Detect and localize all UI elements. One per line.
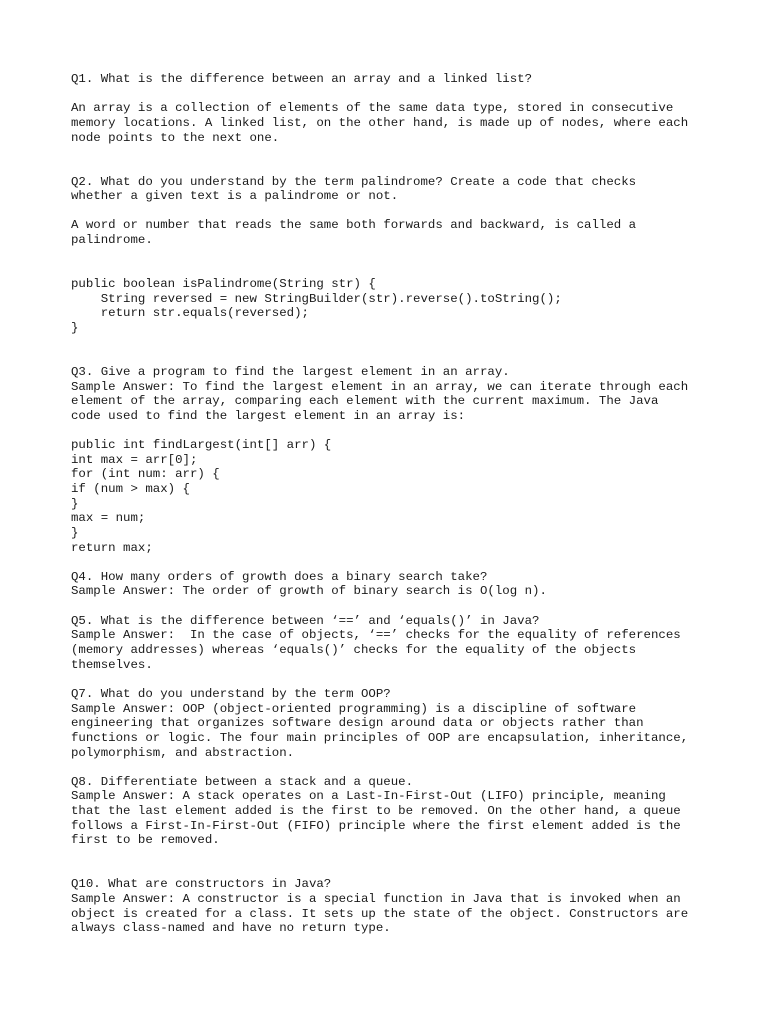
code-line: return str.equals(reversed); xyxy=(71,306,309,321)
q7-answer-line: polymorphism, and abstraction. xyxy=(71,745,295,760)
q8-answer-line: that the last element added is the first to be removed. On the other hand, a queue xyxy=(71,804,681,819)
q3-answer-line: element of the array, comparing each element with the current maximum. The Java xyxy=(71,394,659,409)
q2-answer-line: palindrome. xyxy=(71,233,153,248)
q3-answer-line: code used to find the largest element in an array is: xyxy=(71,408,466,423)
q10-question: Q10. What are constructors in Java? xyxy=(71,877,332,892)
q1-section xyxy=(71,72,731,145)
q10-answer-line: Sample Answer: A constructor is a special function in Java that is invoked when an xyxy=(71,891,681,906)
q2-code-block xyxy=(71,277,731,336)
q5-section xyxy=(71,614,731,673)
q4-section xyxy=(71,570,731,599)
q1-answer-line: memory locations. A linked list, on the other hand, is made up of nodes, where each xyxy=(71,115,689,130)
q4-answer-line: Sample Answer: The order of growth of binary search is O(log n). xyxy=(71,584,547,599)
q1-answer-line: An array is a collection of elements of the same data type, stored in consecutive xyxy=(71,101,674,116)
q10-section xyxy=(71,877,731,936)
q8-section xyxy=(71,775,731,848)
q2-question-line: Q2. What do you understand by the term palindrome? Create a code that checks xyxy=(71,174,637,189)
code-line: if (num > max) { xyxy=(71,481,190,496)
q7-answer-line: functions or logic. The four main principles of OOP are encapsulation, inheritance, xyxy=(71,730,689,745)
document-page xyxy=(71,72,731,936)
q3-answer-line: Sample Answer: To find the largest element in an array, we can iterate through each xyxy=(71,379,689,394)
code-line: int max = arr[0]; xyxy=(71,452,198,467)
q7-question: Q7. What do you understand by the term OOP? xyxy=(71,686,391,701)
q1-question: Q1. What is the difference between an array and a linked list? xyxy=(71,72,533,86)
code-line: max = num; xyxy=(71,511,146,526)
q5-answer-line: (memory addresses) whereas ‘equals()’ checks for the equality of the objects xyxy=(71,643,637,658)
q3-question: Q3. Give a program to find the largest element in an array. xyxy=(71,364,510,379)
q10-answer-line: object is created for a class. It sets up the state of the object. Constructors are xyxy=(71,906,689,921)
q8-answer-line: first to be removed. xyxy=(71,833,220,848)
q5-question: Q5. What is the difference between ‘==’ and ‘equals()’ in Java? xyxy=(71,613,540,628)
code-line: String reversed = new StringBuilder(str).reverse().toString(); xyxy=(71,291,562,306)
q3-section xyxy=(71,365,731,555)
q2-section xyxy=(71,175,731,336)
q1-answer-line: node points to the next one. xyxy=(71,130,280,145)
q4-question: Q4. How many orders of growth does a binary search take? xyxy=(71,569,488,584)
code-line: return max; xyxy=(71,540,153,555)
q10-answer-line: always class-named and have no return type. xyxy=(71,921,391,936)
code-line: for (int num: arr) { xyxy=(71,467,220,482)
q7-answer-line: engineering that organizes software design around data or objects rather than xyxy=(71,716,644,731)
q5-answer-line: themselves. xyxy=(71,657,153,672)
q2-answer-line: A word or number that reads the same both forwards and backward, is called a xyxy=(71,218,637,233)
code-line: } xyxy=(71,320,79,335)
q7-section xyxy=(71,687,731,760)
code-line: } xyxy=(71,496,79,511)
q2-question-line: whether a given text is a palindrome or not. xyxy=(71,189,399,204)
code-line: public int findLargest(int[] arr) { xyxy=(71,438,332,453)
q8-question: Q8. Differentiate between a stack and a queue. xyxy=(71,774,414,789)
code-line: } xyxy=(71,525,79,540)
q7-answer-line: Sample Answer: OOP (object-oriented programming) is a discipline of software xyxy=(71,701,637,716)
code-line: public boolean isPalindrome(String str) { xyxy=(71,277,376,291)
q8-answer-line: Sample Answer: A stack operates on a Last-In-First-Out (LIFO) principle, meaning xyxy=(71,789,666,804)
q5-answer-line: Sample Answer: In the case of objects, ‘==’ checks for the equality of references xyxy=(71,628,681,643)
q3-code-block xyxy=(71,438,731,555)
q8-answer-line: follows a First-In-First-Out (FIFO) principle where the first element added is the xyxy=(71,818,681,833)
